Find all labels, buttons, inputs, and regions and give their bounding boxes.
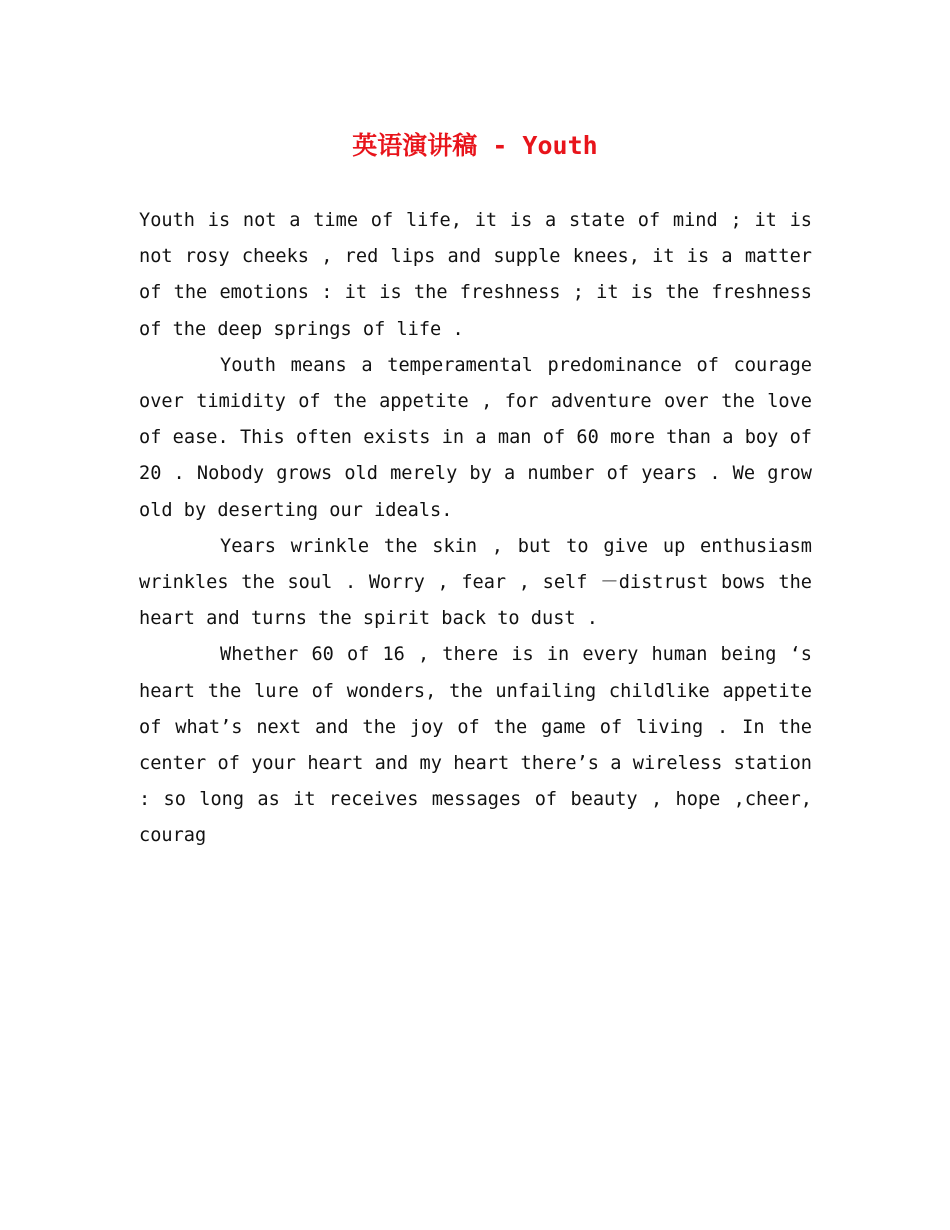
paragraph-4: Whether 60 of 16 , there is in every human being ‘s heart the lure of wonders, the unfailing childlike appetite of what’s next and the joy of the game of living . In the center of your heart and my heart there’s a wireless station : so long as it receives messages of beauty , hope ,cheer, courag: [139, 644, 812, 847]
document-title: 英语演讲稿 - Youth: [352, 131, 598, 160]
paragraph-1: Youth is not a time of life, it is a state of mind ; it is not rosy cheeks , red lips and supple knees, it is a matter of the emotions : it is the freshness ; it is the freshness of the deep springs of life .: [139, 210, 812, 340]
paragraph-2: Youth means a temperamental predominance of courage over timidity of the appetite , for adventure over the love of ease. This often exists in a man of 60 more than a boy of 20 . Nobody grows old merely by a number of years . We grow old by deserting our ideals.: [139, 354, 812, 521]
document-body: [139, 203, 812, 855]
paragraph-3: Years wrinkle the skin , but to give up enthusiasm wrinkles the soul . Worry , fear , self －distrust bows the heart and turns the spirit back to dust .: [139, 535, 812, 630]
